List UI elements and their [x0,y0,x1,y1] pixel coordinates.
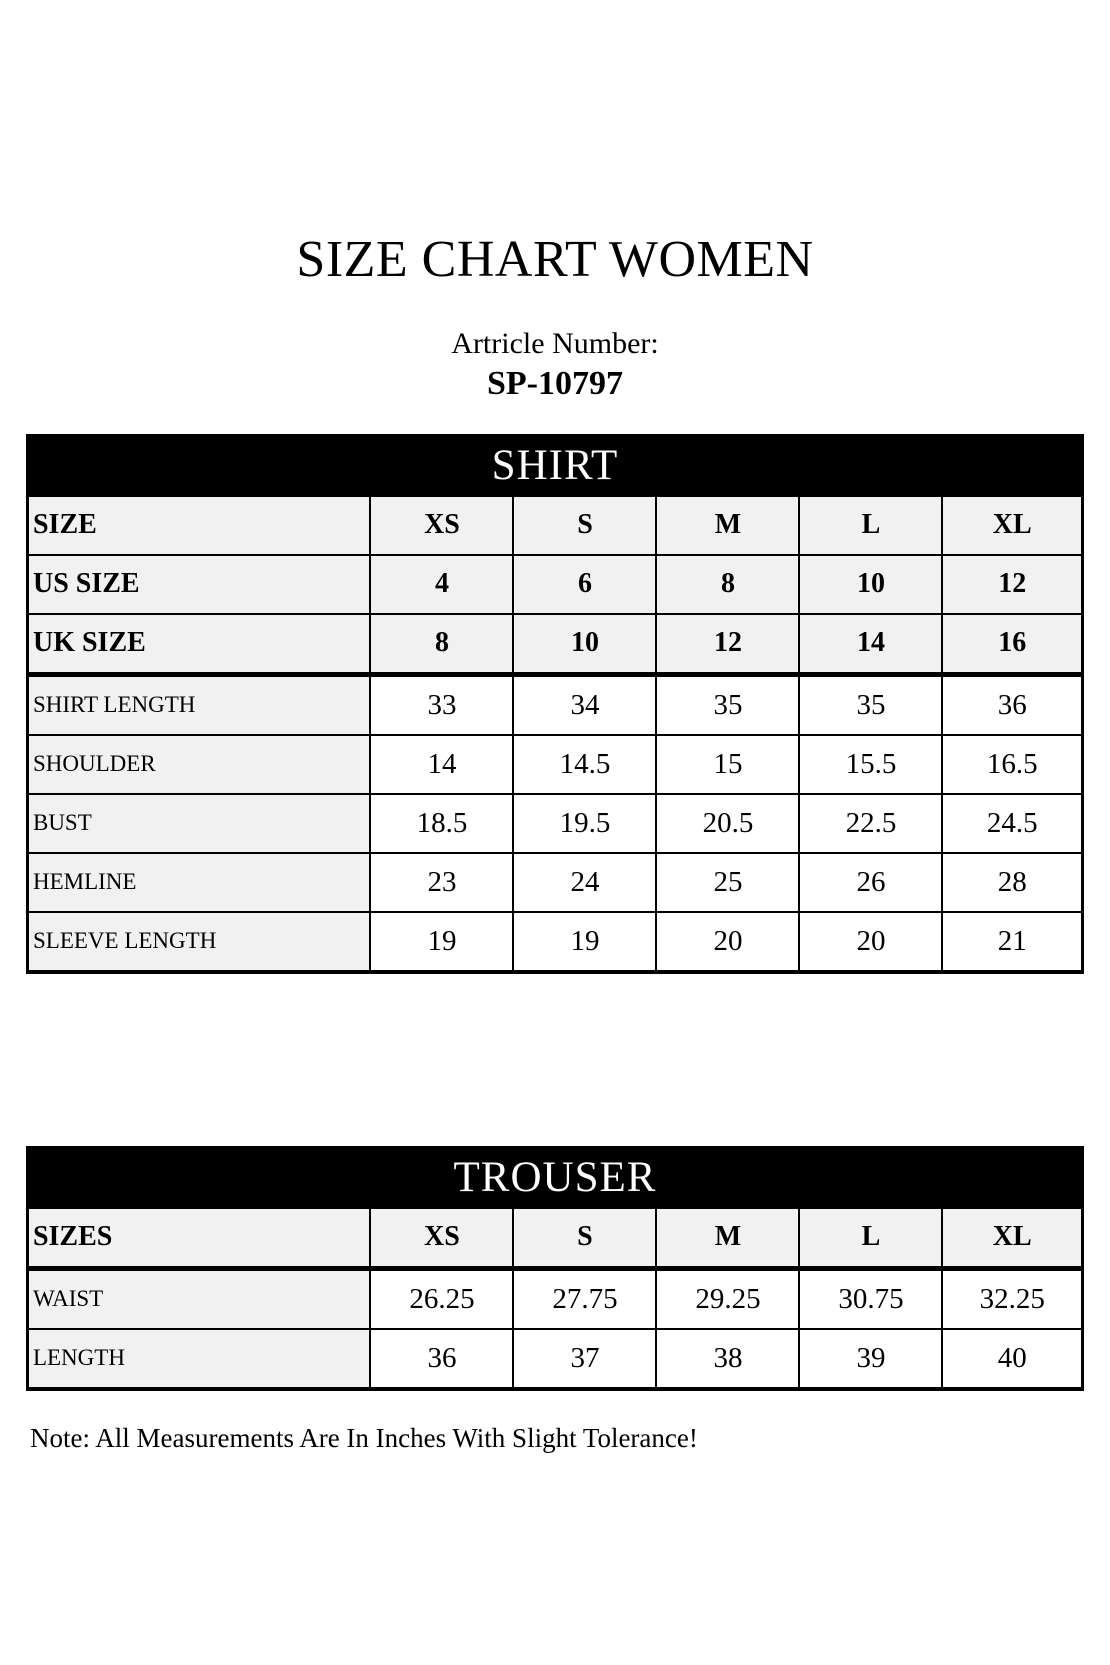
measurement-value: 36 [370,1329,513,1389]
shirt-table-header-row [27,435,1082,496]
measurement-value: 26 [799,853,942,912]
size-value: 16 [942,614,1082,675]
note-text: Note: All Measurements Are In Inches With Slight Tolerance! [30,1422,698,1453]
measurement-value: 19 [370,912,513,972]
row-label: SHIRT LENGTH [27,674,370,735]
measurement-value: 33 [370,674,513,735]
article-number: SP-10797 [487,365,623,402]
size-value: 12 [656,614,799,675]
size-value: 8 [370,614,513,675]
table-row-size [27,496,1082,555]
measurement-value: 34 [513,674,656,735]
measurement-value: 36 [942,674,1082,735]
measurement-value: 20 [799,912,942,972]
measurement-value: 30.75 [799,1268,942,1329]
table-row-length [27,1329,1082,1389]
table-row-uk-size [27,614,1082,675]
measurement-value: 22.5 [799,794,942,853]
row-label: US SIZE [27,555,370,614]
shirt-table-title: SHIRT [27,435,1082,496]
measurement-value: 18.5 [370,794,513,853]
row-label: SLEEVE LENGTH [27,912,370,972]
size-value: 10 [799,555,942,614]
table-row-shoulder [27,735,1082,794]
row-label: UK SIZE [27,614,370,675]
size-value: 6 [513,555,656,614]
size-value: L [799,1208,942,1269]
size-value: M [656,496,799,555]
trouser-table-title: TROUSER [27,1147,1082,1208]
table-row-sleeve-length [27,912,1082,972]
measurement-value: 24 [513,853,656,912]
size-value: XL [942,1208,1082,1269]
measurement-value: 14.5 [513,735,656,794]
measurement-value: 15.5 [799,735,942,794]
row-label: SHOULDER [27,735,370,794]
measurement-value: 27.75 [513,1268,656,1329]
document-heading [0,0,1110,405]
measurement-value: 25 [656,853,799,912]
measurement-value: 38 [656,1329,799,1389]
table-row-shirt-length [27,674,1082,735]
size-value: S [513,1208,656,1269]
table-row-us-size [27,555,1082,614]
row-label: HEMLINE [27,853,370,912]
measurement-value: 26.25 [370,1268,513,1329]
trouser-size-table [26,1146,1084,1391]
size-value: XS [370,496,513,555]
table-row-waist [27,1268,1082,1329]
measurement-value: 23 [370,853,513,912]
table-row-sizes [27,1208,1082,1269]
table-row-bust [27,794,1082,853]
measurement-value: 39 [799,1329,942,1389]
measurement-value: 16.5 [942,735,1082,794]
row-label: LENGTH [27,1329,370,1389]
measurement-value: 40 [942,1329,1082,1389]
measurement-value: 15 [656,735,799,794]
measurement-value: 20 [656,912,799,972]
article-label: Artricle Number: [451,327,659,360]
measurement-value: 35 [656,674,799,735]
size-value: 12 [942,555,1082,614]
size-value: XS [370,1208,513,1269]
size-value: 14 [799,614,942,675]
measurement-value: 14 [370,735,513,794]
page-title: SIZE CHART WOMEN [296,231,814,288]
measurement-value: 19.5 [513,794,656,853]
size-value: 10 [513,614,656,675]
measurement-value: 37 [513,1329,656,1389]
row-label: WAIST [27,1268,370,1329]
size-value: XL [942,496,1082,555]
measurement-value: 24.5 [942,794,1082,853]
measurement-value: 28 [942,853,1082,912]
size-value: L [799,496,942,555]
size-value: 8 [656,555,799,614]
row-label: BUST [27,794,370,853]
row-label: SIZE [27,496,370,555]
trouser-table-header-row [27,1147,1082,1208]
row-label: SIZES [27,1208,370,1269]
table-row-hemline [27,853,1082,912]
measurement-value: 21 [942,912,1082,972]
shirt-size-table [26,434,1084,974]
size-value: S [513,496,656,555]
measurement-value: 19 [513,912,656,972]
measurement-value: 29.25 [656,1268,799,1329]
measurement-value: 20.5 [656,794,799,853]
measurement-value: 32.25 [942,1268,1082,1329]
size-value: M [656,1208,799,1269]
measurement-value: 35 [799,674,942,735]
size-value: 4 [370,555,513,614]
